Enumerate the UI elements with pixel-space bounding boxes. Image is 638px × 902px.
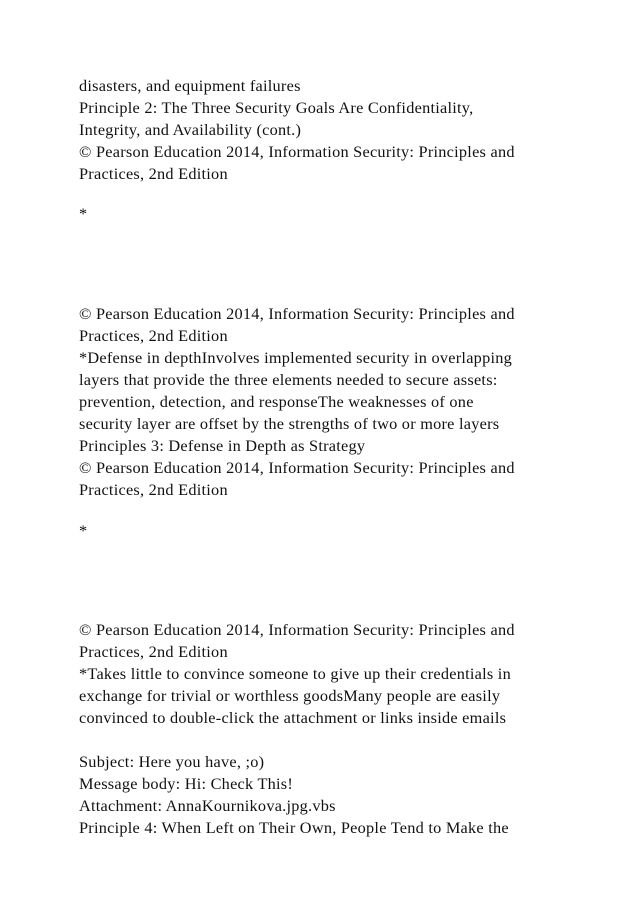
text-line: *Defense in depthInvolves implemented security in overlapping — [79, 348, 513, 367]
text-line: Practices, 2nd Edition — [79, 164, 228, 183]
text-line: disasters, and equipment failures — [79, 76, 301, 95]
text-line: Practices, 2nd Edition — [79, 480, 228, 499]
text-line: Practices, 2nd Edition — [79, 326, 228, 345]
text-line: Principles 3: Defense in Depth as Strategy — [79, 436, 366, 455]
text-line: convinced to double-click the attachment or links inside emails — [79, 708, 507, 727]
text-line: Principle 2: The Three Security Goals Are Confidentiality, — [79, 98, 474, 117]
text-line: Practices, 2nd Edition — [79, 642, 228, 661]
text-line: Attachment: AnnaKournikova.jpg.vbs — [79, 796, 336, 815]
text-line: Subject: Here you have, ;o) — [79, 752, 265, 771]
text-line: exchange for trivial or worthless goodsMany people are easily — [79, 686, 501, 705]
text-line: *Takes little to convince someone to give up their credentials in — [79, 664, 511, 683]
text-line: © Pearson Education 2014, Information Security: Principles and — [79, 458, 515, 477]
text-line: © Pearson Education 2014, Information Security: Principles and — [79, 304, 515, 323]
text-line: layers that provide the three elements needed to secure assets: — [79, 370, 498, 389]
text-line: * — [79, 521, 88, 540]
text-line: Message body: Hi: Check This! — [79, 774, 294, 793]
text-line: * — [79, 204, 88, 223]
text-line: security layer are offset by the strengths of two or more layers — [79, 414, 500, 433]
text-line: © Pearson Education 2014, Information Security: Principles and — [79, 142, 515, 161]
text-line: © Pearson Education 2014, Information Security: Principles and — [79, 620, 515, 639]
text-line: Principle 4: When Left on Their Own, People Tend to Make the — [79, 818, 509, 837]
text-line: prevention, detection, and responseThe weaknesses of one — [79, 392, 474, 411]
text-line: Integrity, and Availability (cont.) — [79, 120, 302, 139]
